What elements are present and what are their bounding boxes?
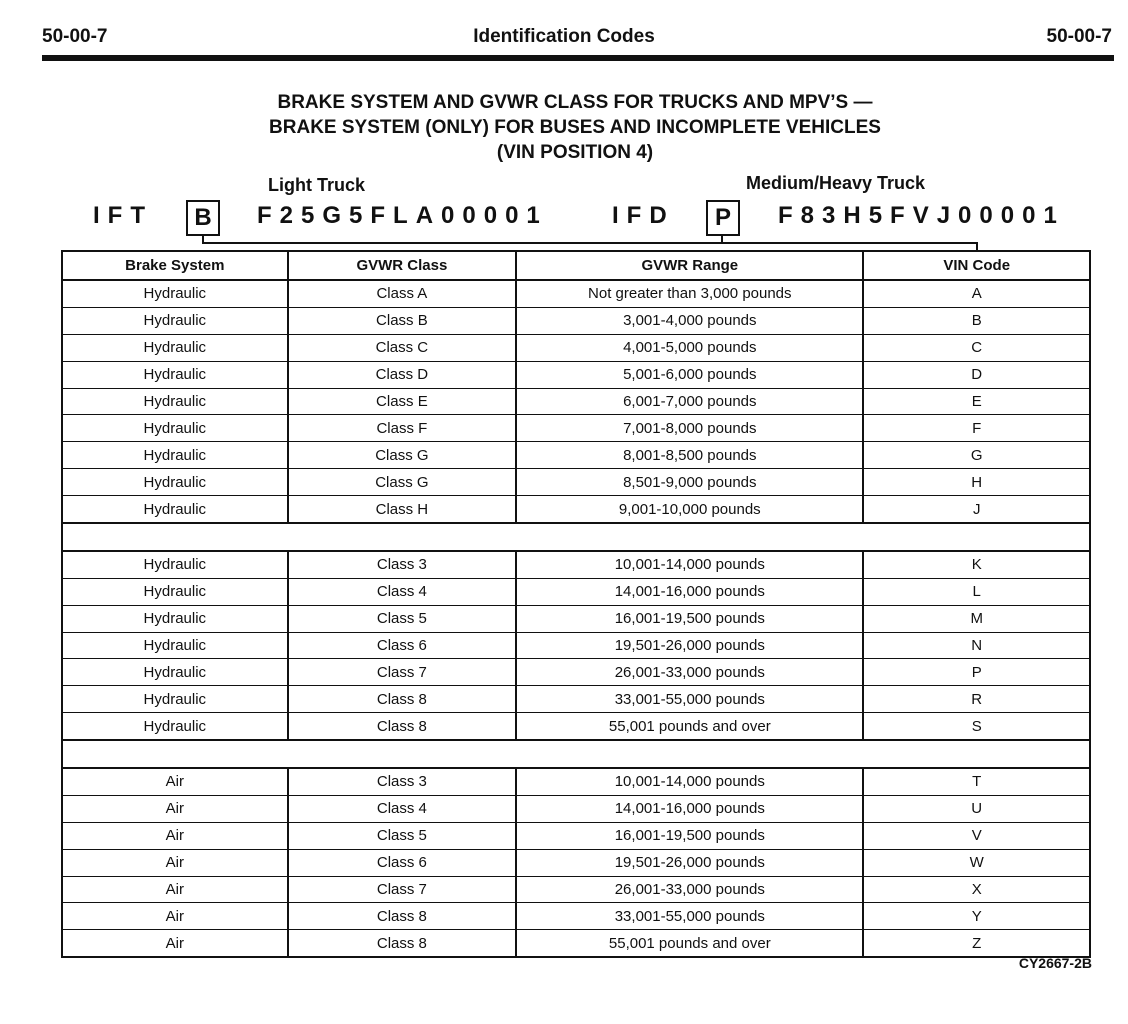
vin-code-cell: Z [863, 930, 1090, 957]
gvwr-class-cell: Class G [288, 442, 517, 469]
vin-code-cell: G [863, 442, 1090, 469]
gvwr-range-cell: 7,001-8,000 pounds [516, 415, 863, 442]
gvwr-class-cell: Class 7 [288, 659, 517, 686]
table-row [62, 849, 1090, 876]
separator-cell [62, 523, 288, 551]
light-vin-suffix: F25G5FLA00001 [257, 202, 548, 229]
brake-system-cell: Hydraulic [62, 334, 288, 361]
section-title-line-3: (VIN POSITION 4) [496, 142, 654, 163]
brake-system-cell: Hydraulic [62, 307, 288, 334]
table-row [62, 551, 1090, 578]
medium-vin-position-4-box: P [706, 200, 740, 236]
table-row [62, 442, 1090, 469]
medium-vin-prefix: IFD [612, 202, 675, 229]
section-title-line-1: BRAKE SYSTEM AND GVWR CLASS FOR TRUCKS AND MPV’S — [277, 92, 873, 113]
gvwr-class-cell: Class 8 [288, 713, 517, 740]
gvwr-class-cell: Class G [288, 469, 517, 496]
vin-code-cell: L [863, 578, 1090, 605]
table-header-row [62, 251, 1090, 280]
gvwr-range-cell: Not greater than 3,000 pounds [516, 280, 863, 307]
vin-code-cell: W [863, 849, 1090, 876]
gvwr-range-cell: 26,001-33,000 pounds [516, 659, 863, 686]
gvwr-range-cell: 14,001-16,000 pounds [516, 795, 863, 822]
table-row [62, 686, 1090, 713]
gvwr-class-cell: Class B [288, 307, 517, 334]
brake-gvwr-table [61, 250, 1091, 958]
table-row [62, 307, 1090, 334]
brake-system-cell: Hydraulic [62, 551, 288, 578]
vin-code-cell: M [863, 605, 1090, 632]
separator-cell [516, 740, 863, 768]
gvwr-range-cell: 16,001-19,500 pounds [516, 822, 863, 849]
gvwr-class-cell: Class 3 [288, 768, 517, 795]
separator-cell [863, 740, 1090, 768]
brake-system-cell: Hydraulic [62, 415, 288, 442]
gvwr-class-cell: Class H [288, 496, 517, 523]
column-header-gvwr-class: GVWR Class [288, 251, 517, 280]
gvwr-range-cell: 16,001-19,500 pounds [516, 605, 863, 632]
table-row [62, 334, 1090, 361]
table-row [62, 659, 1090, 686]
table-row [62, 768, 1090, 795]
gvwr-range-cell: 55,001 pounds and over [516, 713, 863, 740]
vin-bracket-connector [0, 0, 1128, 260]
separator-cell [288, 523, 517, 551]
brake-system-cell: Hydraulic [62, 578, 288, 605]
gvwr-class-cell: Class 4 [288, 578, 517, 605]
vin-code-cell: V [863, 822, 1090, 849]
table-row [62, 280, 1090, 307]
column-header-vin-code: VIN Code [863, 251, 1090, 280]
page-title: Identification Codes [473, 26, 655, 47]
brake-system-cell: Hydraulic [62, 713, 288, 740]
gvwr-range-cell: 19,501-26,000 pounds [516, 632, 863, 659]
separator-cell [863, 523, 1090, 551]
column-header-brake-system: Brake System [62, 251, 288, 280]
brake-system-cell: Air [62, 822, 288, 849]
table-body [62, 280, 1090, 957]
medium-heavy-truck-label: Medium/Heavy Truck [746, 173, 926, 193]
gvwr-range-cell: 6,001-7,000 pounds [516, 388, 863, 415]
brake-system-cell: Air [62, 903, 288, 930]
vin-code-cell: E [863, 388, 1090, 415]
gvwr-class-cell: Class 8 [288, 686, 517, 713]
gvwr-range-cell: 4,001-5,000 pounds [516, 334, 863, 361]
gvwr-range-cell: 26,001-33,000 pounds [516, 876, 863, 903]
brake-system-cell: Hydraulic [62, 442, 288, 469]
light-vin-prefix: IFT [93, 202, 153, 229]
vin-code-cell: S [863, 713, 1090, 740]
gvwr-range-cell: 14,001-16,000 pounds [516, 578, 863, 605]
gvwr-class-cell: Class A [288, 280, 517, 307]
gvwr-class-cell: Class 3 [288, 551, 517, 578]
table-row [62, 930, 1090, 957]
brake-system-cell: Hydraulic [62, 686, 288, 713]
table-row [62, 388, 1090, 415]
brake-system-cell: Hydraulic [62, 388, 288, 415]
vin-code-cell: Y [863, 903, 1090, 930]
vin-code-cell: D [863, 361, 1090, 388]
brake-system-cell: Hydraulic [62, 632, 288, 659]
column-header-gvwr-range: GVWR Range [516, 251, 863, 280]
light-vin-position-4-box: B [186, 200, 220, 236]
gvwr-range-cell: 8,501-9,000 pounds [516, 469, 863, 496]
group-separator-row [62, 740, 1090, 768]
brake-system-cell: Hydraulic [62, 361, 288, 388]
vin-code-cell: N [863, 632, 1090, 659]
separator-cell [288, 740, 517, 768]
gvwr-range-cell: 8,001-8,500 pounds [516, 442, 863, 469]
brake-system-cell: Air [62, 849, 288, 876]
gvwr-range-cell: 33,001-55,000 pounds [516, 686, 863, 713]
group-separator-row [62, 523, 1090, 551]
page-number-right: 50-00-7 [1046, 26, 1112, 47]
table-row [62, 876, 1090, 903]
vin-code-cell: T [863, 768, 1090, 795]
table-row [62, 361, 1090, 388]
light-truck-label: Light Truck [268, 175, 366, 195]
gvwr-class-cell: Class 5 [288, 822, 517, 849]
brake-system-cell: Air [62, 795, 288, 822]
vin-code-cell: R [863, 686, 1090, 713]
gvwr-range-cell: 9,001-10,000 pounds [516, 496, 863, 523]
vin-code-cell: A [863, 280, 1090, 307]
brake-system-cell: Hydraulic [62, 280, 288, 307]
brake-system-cell: Hydraulic [62, 469, 288, 496]
separator-cell [62, 740, 288, 768]
table-row [62, 578, 1090, 605]
vin-code-cell: H [863, 469, 1090, 496]
brake-system-cell: Hydraulic [62, 605, 288, 632]
gvwr-class-cell: Class 4 [288, 795, 517, 822]
table-row [62, 632, 1090, 659]
gvwr-class-cell: Class E [288, 388, 517, 415]
medium-vin-suffix: F83H5FVJ00001 [778, 202, 1065, 229]
gvwr-range-cell: 10,001-14,000 pounds [516, 551, 863, 578]
vin-code-cell: J [863, 496, 1090, 523]
gvwr-class-cell: Class 8 [288, 930, 517, 957]
gvwr-class-cell: Class D [288, 361, 517, 388]
gvwr-range-cell: 5,001-6,000 pounds [516, 361, 863, 388]
separator-cell [516, 523, 863, 551]
gvwr-range-cell: 55,001 pounds and over [516, 930, 863, 957]
table-row [62, 822, 1090, 849]
page-number-left: 50-00-7 [42, 26, 108, 47]
table-row [62, 605, 1090, 632]
figure-code: CY2667-2B [1018, 955, 1092, 971]
brake-system-cell: Air [62, 876, 288, 903]
table-row [62, 415, 1090, 442]
gvwr-range-cell: 3,001-4,000 pounds [516, 307, 863, 334]
gvwr-class-cell: Class C [288, 334, 517, 361]
gvwr-class-cell: Class 8 [288, 903, 517, 930]
gvwr-class-cell: Class 6 [288, 849, 517, 876]
vin-code-cell: K [863, 551, 1090, 578]
brake-system-cell: Air [62, 930, 288, 957]
gvwr-class-cell: Class F [288, 415, 517, 442]
vin-code-cell: X [863, 876, 1090, 903]
vin-code-cell: C [863, 334, 1090, 361]
gvwr-class-cell: Class 7 [288, 876, 517, 903]
table-row [62, 713, 1090, 740]
brake-system-cell: Air [62, 768, 288, 795]
brake-system-cell: Hydraulic [62, 496, 288, 523]
vin-code-cell: B [863, 307, 1090, 334]
table-row [62, 903, 1090, 930]
brake-system-cell: Hydraulic [62, 659, 288, 686]
table-row [62, 795, 1090, 822]
vin-code-cell: P [863, 659, 1090, 686]
vin-code-cell: F [863, 415, 1090, 442]
gvwr-range-cell: 19,501-26,000 pounds [516, 849, 863, 876]
gvwr-class-cell: Class 5 [288, 605, 517, 632]
gvwr-range-cell: 10,001-14,000 pounds [516, 768, 863, 795]
section-title-line-2: BRAKE SYSTEM (ONLY) FOR BUSES AND INCOMPLETE VEHICLES [269, 117, 881, 138]
table-row [62, 496, 1090, 523]
vin-code-cell: U [863, 795, 1090, 822]
gvwr-class-cell: Class 6 [288, 632, 517, 659]
table-row [62, 469, 1090, 496]
gvwr-range-cell: 33,001-55,000 pounds [516, 903, 863, 930]
